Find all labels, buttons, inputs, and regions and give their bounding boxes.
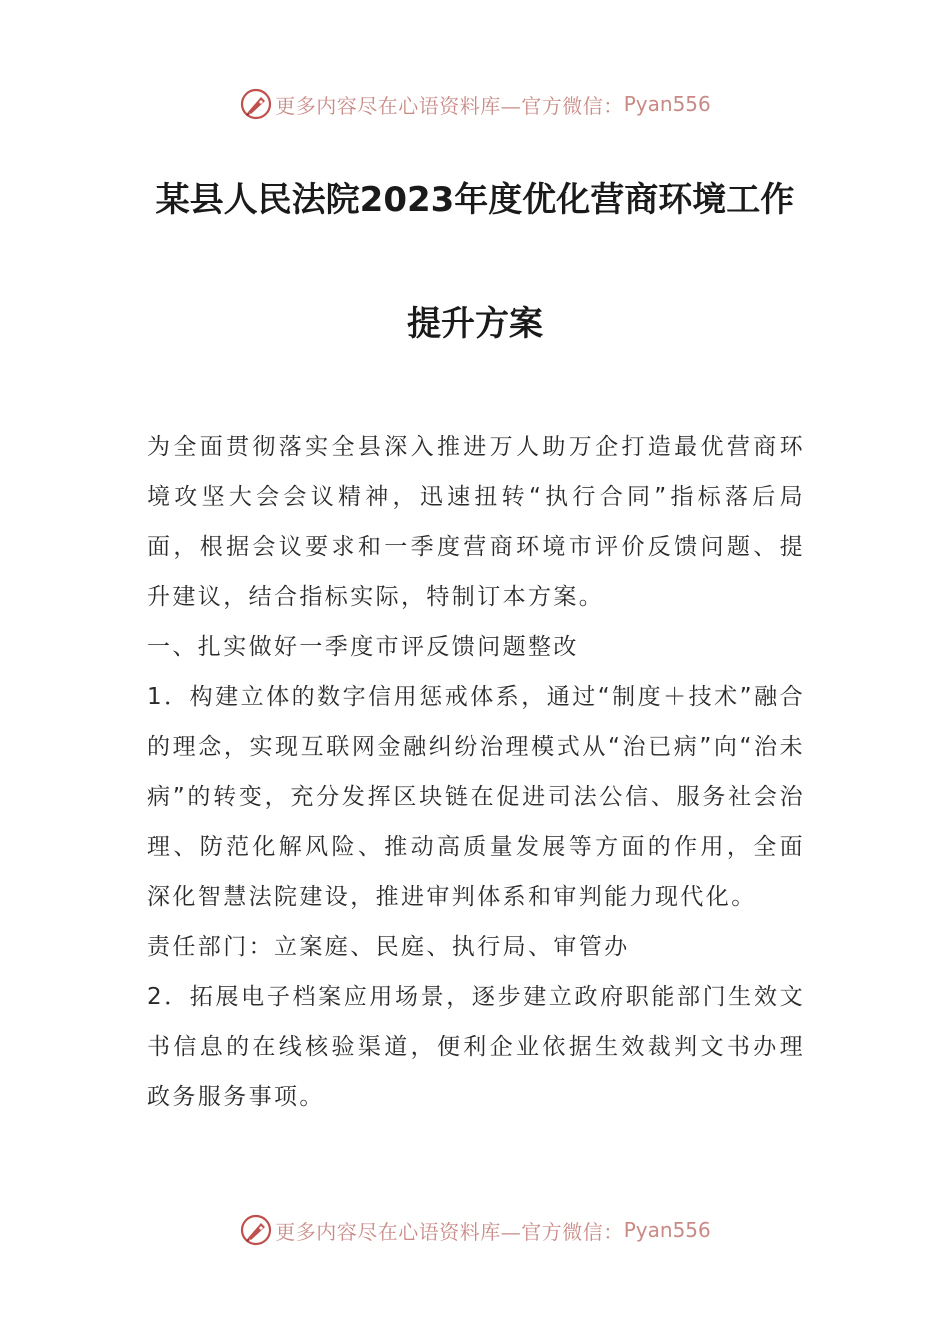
document-title-line-1: 某县人民法院2023年度优化营商环境工作 [155,180,795,220]
watermark-contact: Pyan556 [623,1218,711,1242]
pen-nib-logo-icon [239,1213,273,1247]
pen-nib-logo-icon [239,87,273,121]
document-body [147,422,805,1122]
watermark-banner-top [0,84,950,124]
intro-paragraph: 为全面贯彻落实全县深入推进万人助万企打造最优营商环境攻坚大会会议精神，迅速扭转“执行合同”指标落后局面，根据会议要求和一季度营商环境市评价反馈问题、提升建议，结合指标实际，特制订本方案。 [147,434,805,610]
section-heading: 一、扎实做好一季度市评反馈问题整改 [147,634,579,660]
watermark-contact: Pyan556 [623,92,711,116]
watermark-text: 更多内容尽在心语资料库—官方微信： [275,1219,624,1244]
item-1-paragraph: 1．构建立体的数字信用惩戒体系，通过“制度＋技术”融合的理念，实现互联网金融纠纷治理模式从“治已病”向“治未病”的转变，充分发挥区块链在促进司法公信、服务社会治理、防范化解风险、推动高质量发展等方面的作用，全面深化智慧法院建设，推进审判体系和审判能力现代化。 [147,684,805,910]
watermark-banner-bottom [0,1210,950,1250]
watermark-text: 更多内容尽在心语资料库—官方微信： [275,93,624,118]
responsible-departments: 责任部门：立案庭、民庭、执行局、审管办 [147,934,630,960]
item-2-paragraph: 2．拓展电子档案应用场景，逐步建立政府职能部门生效文书信息的在线核验渠道，便利企业依据生效裁判文书办理政务服务事项。 [147,984,805,1110]
document-title-line-2: 提升方案 [407,304,543,344]
